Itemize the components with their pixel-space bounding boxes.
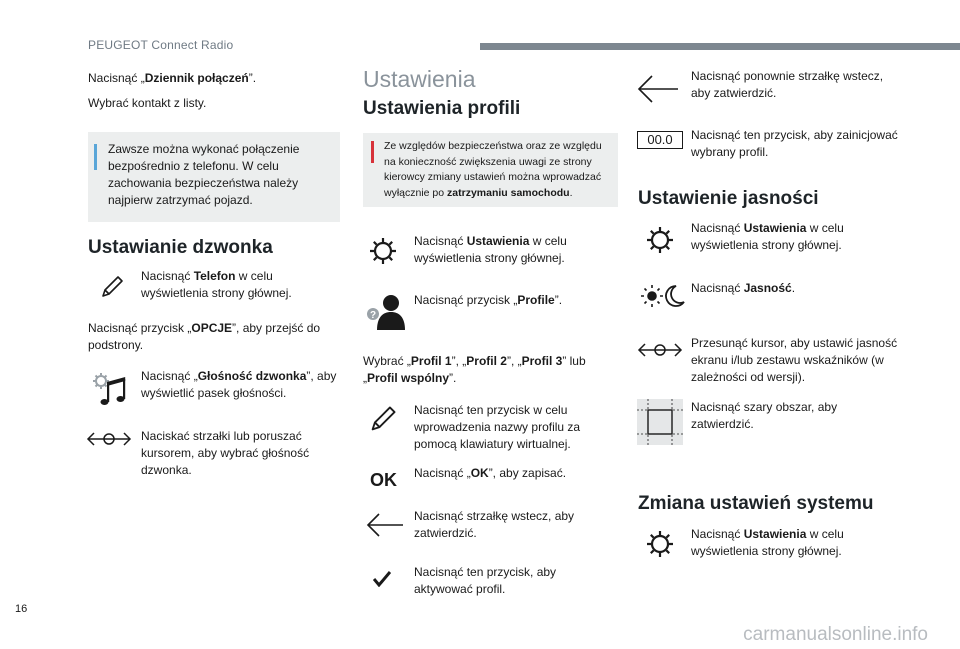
ringtone-settings-icon [88, 368, 132, 410]
back-arrow-icon [636, 72, 680, 106]
step-arrows: Naciskać strzałki lub poruszać kursorem, aby wybrać głośność dzwonka. [141, 429, 310, 477]
step-cursor: Przesunąć kursor, aby ustawić jasność ekranu i/lub zestawu wskaźników (w zależności od wersji). [691, 336, 898, 384]
heading-ringtone: Ustawianie dzwonka [88, 237, 273, 258]
step-settings: Nacisnąć Ustawienia w celu wyświetlenia strony głównej. [414, 234, 567, 265]
step-reset: Nacisnąć ten przycisk, aby zainicjować wybrany profil. [691, 128, 898, 159]
info-note [88, 132, 340, 222]
header-bar [480, 43, 960, 50]
running-header: PEUGEOT Connect Radio [88, 38, 234, 52]
step-ok: Nacisnąć „OK”, aby zapisać. [414, 466, 567, 480]
page-number: 16 [15, 603, 28, 615]
grid-icon [637, 399, 683, 445]
settings-gear-icon [366, 234, 400, 268]
svg-text:?: ? [369, 310, 377, 321]
watermark: carmanualsonline.info [743, 624, 928, 645]
heading-system: Zmiana ustawień systemu [638, 493, 874, 514]
step-profiles: Nacisnąć przycisk „Profile”. [414, 293, 563, 307]
pen-icon [95, 270, 129, 304]
heading-brightness: Ustawienie jasności [638, 188, 819, 209]
check-icon [371, 568, 393, 590]
heading-profiles: Ustawienia profili [363, 98, 521, 119]
info-bar-icon [94, 144, 97, 170]
pen-icon [366, 402, 400, 436]
profile-icon [364, 292, 408, 332]
step-back: Nacisnąć strzałkę wstecz, aby zatwierdzić. [414, 509, 575, 540]
reset-icon: 00.0 [637, 131, 683, 149]
paragraph-call-log: Nacisnąć „Dziennik połączeń”. [88, 71, 257, 85]
slider-icon [636, 340, 684, 360]
step-grey-area: Nacisnąć szary obszar, aby zatwierdzić. [691, 400, 838, 431]
paragraph-select-contact: Wybrać kontakt z listy. [88, 96, 207, 110]
ok-icon: OK [370, 470, 397, 490]
warning-bar-icon [371, 141, 374, 163]
info-note-text: Zawsze można wykonać połączenie bezpośrednio z telefonu. W celu zachowania bezpieczeństwa należy najpierw zatrzymać pojazd. [108, 142, 300, 207]
step-profile-name: Nacisnąć ten przycisk w celu wprowadzenia nazwy profilu za pomocą klawiatury wirtualnej. [414, 403, 581, 451]
paragraph-select-profile: Wybrać „Profil 1”, „Profil 2”, „Profil 3” lub „Profil wspólny”. [363, 354, 586, 385]
warning-note-text: Ze względów bezpieczeństwa oraz ze względu na konieczność zwiększenia uwagi ze strony kierowcy zmiany ustawień można wprowadzać wyłącznie po zatrzymaniu samochodu. [384, 140, 602, 199]
step-ringtone-volume: Nacisnąć „Głośność dzwonka”, aby wyświetlić pasek głośności. [141, 369, 337, 400]
step-settings-system: Nacisnąć Ustawienia w celu wyświetlenia strony głównej. [691, 527, 844, 558]
step-settings-brightness: Nacisnąć Ustawienia w celu wyświetlenia strony głównej. [691, 221, 844, 252]
brightness-icon [640, 283, 686, 309]
paragraph-options: Nacisnąć przycisk „OPCJE”, aby przejść do podstrony. [88, 321, 321, 352]
slider-icon [86, 428, 132, 450]
section-title: Ustawienia [363, 66, 476, 92]
step-activate: Nacisnąć ten przycisk, aby aktywować profil. [414, 565, 557, 596]
back-arrow-icon [365, 510, 405, 540]
step-back-again: Nacisnąć ponownie strzałkę wstecz, aby zatwierdzić. [691, 69, 884, 100]
warning-note [363, 133, 618, 207]
step-phone: Nacisnąć Telefon w celu wyświetlenia strony głównej. [141, 269, 292, 300]
step-brightness: Nacisnąć Jasność. [691, 281, 796, 295]
settings-gear-icon [643, 527, 677, 561]
settings-gear-icon [643, 223, 677, 257]
